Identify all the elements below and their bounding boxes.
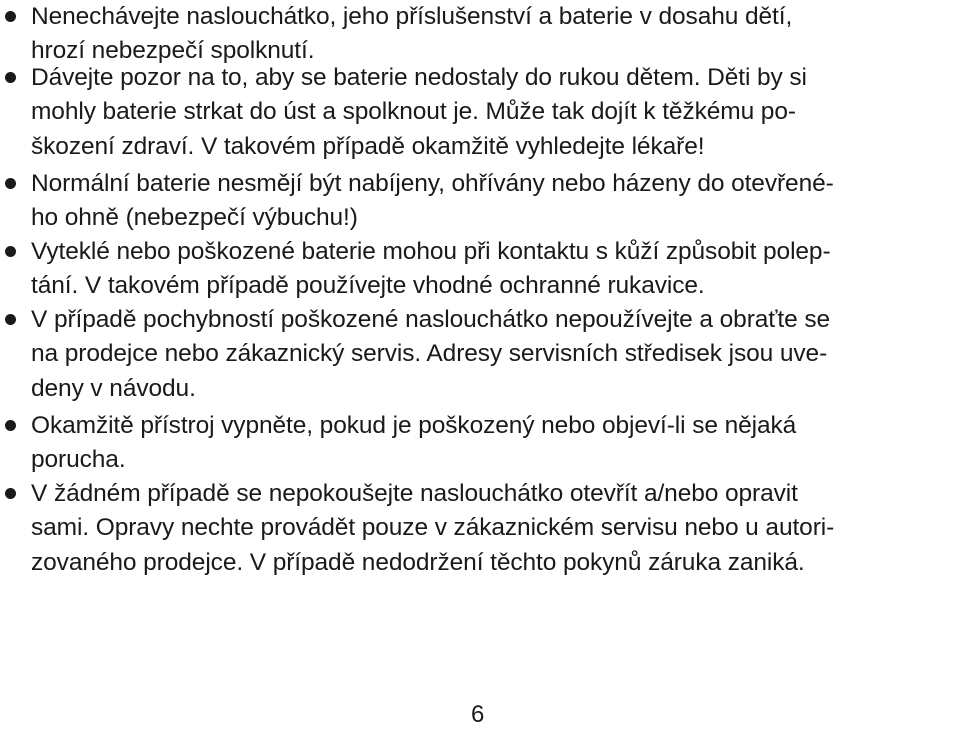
list-item-line: ho ohně (nebezpečí výbuchu!) (31, 204, 358, 231)
bullet-icon (5, 420, 16, 431)
page-number: 6 (471, 701, 485, 728)
list-item-line: tání. V takovém případě používejte vhodné ochranné rukavice. (31, 272, 705, 299)
list-item-line: zovaného prodejce. V případě nedodržení těchto pokynů záruka zaniká. (31, 549, 805, 576)
list-item-line: Okamžitě přístroj vypněte, pokud je poškozený nebo objeví-li se nějaká (31, 412, 797, 439)
list-item-line: V případě pochybností poškozené naslouchátko nepoužívejte a obraťte se (31, 306, 830, 333)
list-item-line: porucha. (31, 446, 126, 473)
list-item-line: sami. Opravy nechte provádět pouze v zákaznickém servisu nebo u autori- (31, 514, 835, 541)
list-item-line: škození zdraví. V takovém případě okamžitě vyhledejte lékaře! (31, 133, 705, 160)
list-item-line: V žádném případě se nepokoušejte naslouchátko otevřít a/nebo opravit (31, 480, 798, 507)
bullet-icon (5, 488, 16, 499)
bullet-icon (5, 246, 16, 257)
bullet-icon (5, 178, 16, 189)
list-item-line: na prodejce nebo zákaznický servis. Adresy servisních středisek jsou uve- (31, 340, 828, 367)
list-item-line: deny v návodu. (31, 375, 196, 402)
list-item-line: Normální baterie nesmějí být nabíjeny, ohřívány nebo házeny do otevřené- (31, 170, 834, 197)
bullet-icon (5, 314, 16, 325)
bullet-icon (5, 72, 16, 83)
list-item-line: Dávejte pozor na to, aby se baterie nedostaly do rukou dětem. Děti by si (31, 64, 807, 91)
list-item-line: mohly baterie strkat do úst a spolknout je. Může tak dojít k těžkému po- (31, 98, 796, 125)
list-item-line: Vyteklé nebo poškozené baterie mohou při kontaktu s kůží způsobit polep- (31, 238, 831, 265)
bullet-icon (5, 11, 16, 22)
list-item-line: hrozí nebezpečí spolknutí. (31, 37, 315, 64)
list-item-line: Nenechávejte naslouchátko, jeho příslušenství a baterie v dosahu dětí, (31, 3, 793, 30)
